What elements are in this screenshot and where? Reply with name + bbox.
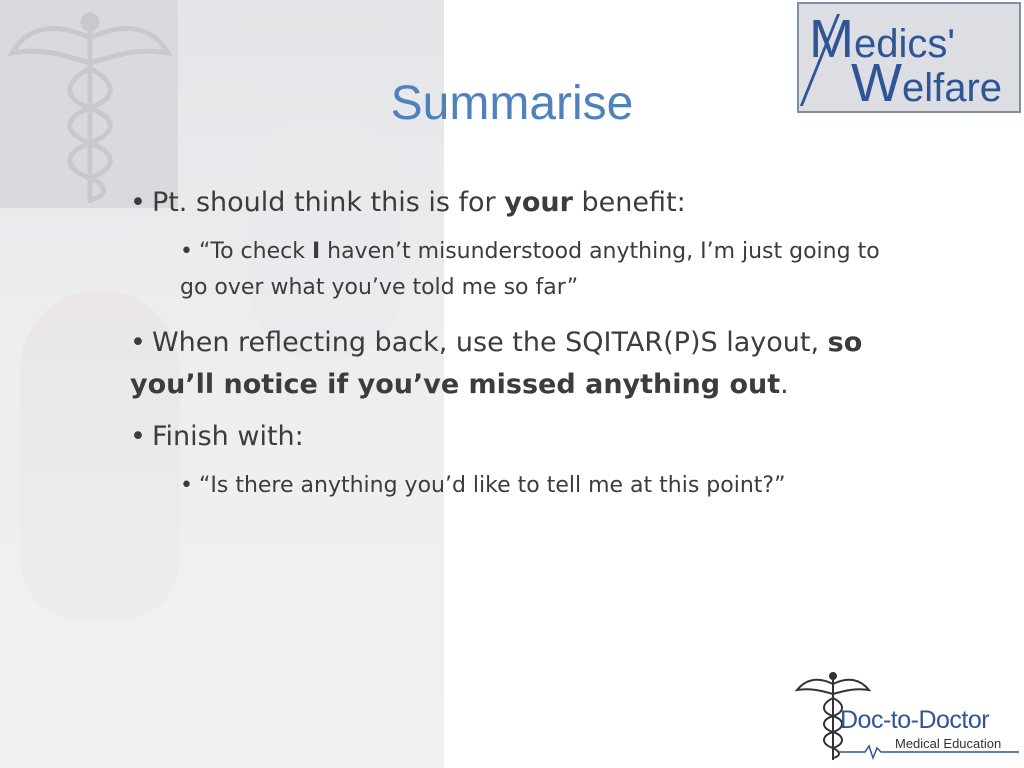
doc-to-doctor-subtitle: Medical Education xyxy=(895,736,1002,751)
logo-line-1: Medics' xyxy=(809,9,955,69)
bullet-finish-with: • Finish with: xyxy=(130,421,304,452)
sub-bullet-check-quote: • “To check I haven’t misunderstood anything, I’m just going to go over what you’ve told me so far” xyxy=(180,239,880,300)
logo-line-2: Welfare xyxy=(851,53,1003,113)
slide-title: Summarise xyxy=(390,77,634,130)
sub-bullet-finish-quote: • “Is there anything you’d like to tell me at this point?” xyxy=(180,473,786,498)
bullet-benefit: • Pt. should think this is for your benefit: xyxy=(130,187,686,218)
slide-content xyxy=(130,182,900,520)
doc-to-doctor-brand: Doc-to-Doctor xyxy=(840,706,990,734)
bullet-reflecting-back: • When reflecting back, use the SQITAR(P)S layout, so you’ll notice if you’ve missed anything out. xyxy=(130,327,863,400)
